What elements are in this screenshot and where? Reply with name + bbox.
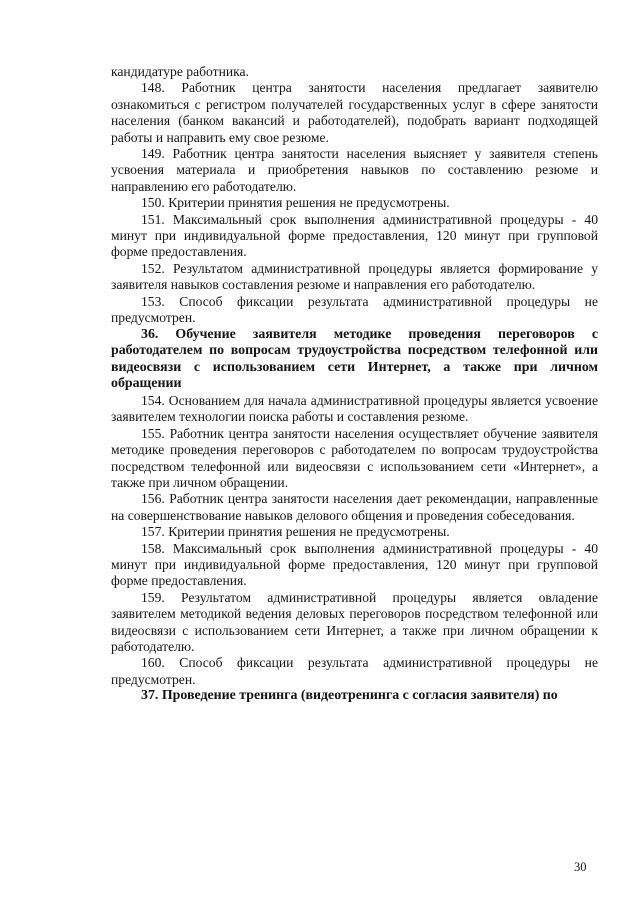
section-36-heading: 36. Обучение заявителя методике проведения переговоров с работодателем по вопросам трудоустройства посредством телефонной или видеосвязи с использованием сети Интернет, а также при личном обращении (111, 326, 598, 392)
paragraph-153: 153. Способ фиксации результата административной процедуры не предусмотрен. (111, 293, 598, 326)
page-number: 30 (574, 860, 587, 874)
paragraph-156: 156. Работник центра занятости населения дает рекомендации, направленные на совершенствование навыков делового общения и проведения собеседования. (111, 491, 598, 523)
paragraph-159: 159. Результатом административной процедуры является овладение заявителем методикой ведения деловых переговоров посредством телефонной или видеосвязи с использованием сети Интернет, а также при личном обращении к работодателю. (111, 589, 598, 654)
paragraph-147-continuation: кандидатуре работника. (111, 64, 249, 79)
paragraph-160: 160. Способ фиксации результата административной процедуры не предусмотрен. (111, 655, 598, 687)
paragraph-150: 150. Критерии принятия решения не предусмотрены. (141, 195, 450, 211)
paragraph-157: 157. Критерии принятия решения не предусмотрены. (141, 524, 450, 540)
paragraph-151: 151. Максимальный срок выполнения административной процедуры - 40 минут при индивидуальной форме предоставления, 120 минут при групповой форме предоставления. (111, 211, 598, 260)
paragraph-154: 154. Основанием для начала административной процедуры является усвоение заявителем технологии поиска работы и составления резюме. (111, 392, 598, 425)
document-body (111, 64, 598, 705)
paragraph-148: 148. Работник центра занятости населения предлагает заявителю ознакомиться с регистром получателей государственных услуг в сфере занятости населения (банком вакансий и работодателей), подобрать вариант подходящей работы и направить ему свое резюме. (111, 80, 598, 145)
section-37-heading: 37. Проведение тренинга (видеотренинга с согласия заявителя) по (141, 688, 558, 704)
paragraph-152: 152. Результатом административной процедуры является формирование у заявителя навыков составления резюме и направления его работодателю. (111, 260, 598, 293)
paragraph-158: 158. Максимальный срок выполнения административной процедуры - 40 минут при индивидуальной форме предоставления, 120 минут при групповой форме предоставления. (111, 540, 598, 589)
paragraph-149: 149. Работник центра занятости населения выясняет у заявителя степень усвоения материала и приобретения навыков по составлению резюме и направлению его работодателю. (111, 146, 598, 194)
paragraph-155: 155. Работник центра занятости населения осуществляет обучение заявителя методике проведения переговоров с работодателем по вопросам трудоустройства посредством телефонной или видеосвязи с использованием сети «Интернет», а также при личном обращении. (111, 425, 598, 490)
